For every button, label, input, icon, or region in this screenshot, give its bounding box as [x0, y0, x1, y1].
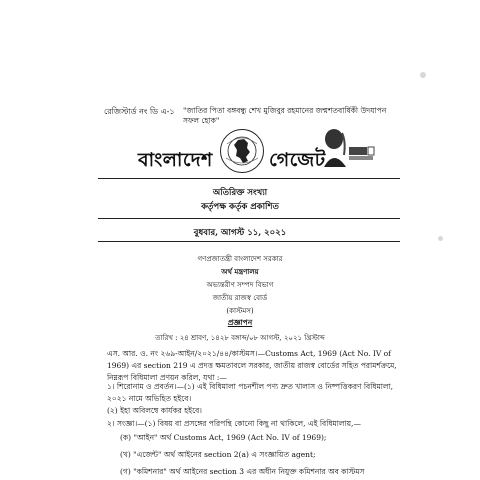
published-by-label: কর্তৃপক্ষ কর্তৃক প্রকাশিত	[201, 202, 279, 212]
sro-paragraph: এস. আর. ও. নং ২৬৯-আইন/২০২১/৪৪/কাস্টমস।—Customs Act, 1969 (Act No. IV of 1969) এর section 219 এ প্রদত্ত ক্ষমতাবলে সরকার, জাতীয় রাজস্ব বোর্ডের সহিত পরামর্শক্রমে, নিম্নরূপ বিধিমালা প্রণয়ন করিল, যথা :—	[107, 349, 397, 382]
slogan-text: "জাতির পিতা বঙ্গবন্ধু শেখ মুজিবুর রহমানের জন্মশতবার্ষিকী উদযাপন সফল হোক"	[183, 106, 387, 125]
date-divider-top	[98, 218, 400, 219]
extraordinary-label: অতিরিক্ত সংখ্যা	[212, 188, 268, 198]
rule-2-paragraph: ২। সংজ্ঞা।—(১) বিষয় বা প্রসঙ্গের পরিপন্থি কোনো কিছু না থাকিলে, এই বিধিমালায়,—	[107, 419, 361, 428]
registration-number: রেজিস্টার্ড নং ডি এ-১	[104, 107, 175, 116]
notification-heading: প্রজ্ঞাপন	[227, 318, 253, 327]
definition-c: (গ) "কমিশনার" অর্থ আইনের section 3 এর অধীন নিযুক্ত কমিশনার অব কাস্টমস	[120, 467, 365, 476]
gazette-title-left: বাংলাদেশ	[138, 149, 213, 171]
rule-1-paragraph: ১। শিরোনাম ও প্রবর্তন।—(১) এই বিধিমালা পচনশীল পণ্য দ্রুত খালাস ও নিষ্পত্তিকরণ বিধিমালা, ২০২১ নামে অভিহিত হইবে।	[107, 382, 394, 403]
portrait-logo-icon	[322, 125, 376, 169]
date-divider-bottom	[98, 241, 400, 242]
paper-speck	[420, 72, 426, 78]
division-name: অভ্যন্তরীণ সম্পদ বিভাগ	[206, 281, 274, 289]
customs-label: (কাস্টমস)	[226, 307, 254, 315]
header-divider	[98, 178, 400, 179]
rule-1-subclause: (২) ইহা অবিলম্বে কার্যকর হইবে।	[107, 406, 202, 415]
ministry-name: অর্থ মন্ত্রণালয়	[221, 267, 259, 276]
notification-date: তারিখ : ২৪ শ্রাবণ, ১৪২৮ বঙ্গাব্দ/০৮ আগস্ট, ২০২১ খ্রিস্টাব্দ	[155, 334, 325, 342]
government-seal-icon	[219, 128, 265, 174]
government-name: গণপ্রজাতন্ত্রী বাংলাদেশ সরকার	[197, 255, 283, 263]
gazette-title-right: গেজেট	[269, 149, 326, 171]
definition-b: (খ) "এজেন্ট" অর্থ আইনের section 2(a) এ সংজ্ঞায়িত agent;	[120, 450, 316, 459]
board-name: জাতীয় রাজস্ব বোর্ড	[212, 294, 268, 302]
issue-date: বুধবার, আগস্ট ১১, ২০২১	[193, 228, 287, 238]
definition-a: (ক) "আইন" অর্থ Customs Act, 1969 (Act No. IV of 1969);	[120, 433, 327, 442]
